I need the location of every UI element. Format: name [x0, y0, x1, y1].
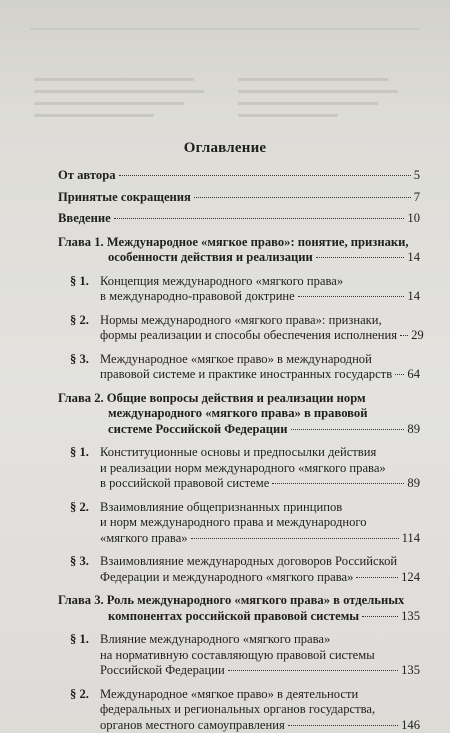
dot-leader [356, 577, 398, 578]
toc-chapter[interactable] [58, 391, 420, 438]
toc-entry-text: От автора [58, 168, 116, 184]
toc-entry-text: Российской Федерации [100, 663, 225, 679]
page-number: 29 [411, 328, 424, 344]
toc-section[interactable] [58, 274, 420, 305]
toc-entry-text: и норм международного права и международного [100, 515, 367, 531]
page-number: 146 [401, 718, 420, 733]
toc-entry-text: Глава 1. Международное «мягкое право»: понятие, признаки, [58, 235, 409, 251]
toc-entry-text: на нормативную составляющую правовой системы [100, 648, 375, 664]
page-number: 89 [407, 422, 420, 438]
toc-section[interactable] [58, 500, 420, 547]
page-number: 89 [407, 476, 420, 492]
toc-entry-text: Влияние международного «мягкого права» [100, 632, 330, 648]
toc-entry-text: Федерации и международного «мягкого права» [100, 570, 353, 586]
toc-entry-text: международного «мягкого права» в правовой [108, 406, 367, 422]
section-number: § 2. [70, 687, 100, 703]
toc-entry-text: Международное «мягкое право» в деятельности [100, 687, 358, 703]
toc-entry-text: федеральных и региональных органов государства, [100, 702, 375, 718]
toc-entry-text: правовой системе и практике иностранных государств [100, 367, 392, 383]
toc-section[interactable] [58, 313, 420, 344]
page-number: 114 [402, 531, 420, 547]
section-number: § 1. [70, 274, 100, 290]
toc-section[interactable] [58, 632, 420, 679]
toc-entry-text: в российской правовой системе [100, 476, 269, 492]
toc-title: Оглавление [0, 140, 450, 157]
toc-entry-text: Конституционные основы и предпосылки действия [100, 445, 376, 461]
toc-entry-text: Концепция международного «мягкого права» [100, 274, 343, 290]
section-number: § 1. [70, 632, 100, 648]
toc-entry-text: системе Российской Федерации [108, 422, 288, 438]
toc-entry-text: компонентах российской правовой системы [108, 609, 359, 625]
dot-leader [362, 616, 398, 617]
page-number: 135 [401, 609, 420, 625]
dot-leader [272, 483, 404, 484]
dot-leader [228, 670, 398, 671]
page-number: 14 [407, 289, 420, 305]
toc-section[interactable] [58, 352, 420, 383]
dot-leader [291, 429, 405, 430]
dot-leader [288, 725, 398, 726]
toc-entry-text: Взаимовлияние общепризнанных принципов [100, 500, 342, 516]
toc-entry-text: Глава 2. Общие вопросы действия и реализации норм [58, 391, 366, 407]
dot-leader [395, 374, 404, 375]
toc-section[interactable] [58, 687, 420, 733]
toc-entry-text: органов местного самоуправления [100, 718, 285, 733]
toc-chapter[interactable] [58, 235, 420, 266]
page-number: 14 [407, 250, 420, 266]
dot-leader [316, 257, 405, 258]
toc-entry[interactable] [58, 211, 420, 227]
toc-entry[interactable] [58, 190, 420, 206]
toc-entry-text: и реализации норм международного «мягкого права» [100, 461, 386, 477]
dot-leader [400, 335, 408, 336]
toc-entry-text: Взаимовлияние международных договоров Российской [100, 554, 397, 570]
dot-leader [191, 538, 399, 539]
toc-entry-text: Нормы международного «мягкого права»: признаки, [100, 313, 382, 329]
page-number: 64 [407, 367, 420, 383]
section-number: § 2. [70, 500, 100, 516]
section-number: § 2. [70, 313, 100, 329]
page-number: 5 [414, 168, 420, 184]
toc-entry-text: в международно-правовой доктрине [100, 289, 295, 305]
page-number: 124 [401, 570, 420, 586]
toc-entry-text: Глава 3. Роль международного «мягкого права» в отдельных [58, 593, 404, 609]
dot-leader [114, 218, 405, 219]
toc-entry-text: Принятые сокращения [58, 190, 191, 206]
toc-chapter[interactable] [58, 593, 420, 624]
toc-section[interactable] [58, 445, 420, 492]
toc-entry[interactable] [58, 168, 420, 184]
show-through-text [0, 0, 450, 140]
toc-entry-text: формы реализации и способы обеспечения исполнения [100, 328, 397, 344]
toc-entry-text: Введение [58, 211, 111, 227]
section-number: § 3. [70, 554, 100, 570]
section-number: § 3. [70, 352, 100, 368]
section-number: § 1. [70, 445, 100, 461]
toc-entry-text: «мягкого права» [100, 531, 188, 547]
dot-leader [298, 296, 405, 297]
page-number: 10 [407, 211, 420, 227]
dot-leader [194, 197, 411, 198]
dot-leader [119, 175, 411, 176]
table-of-contents [58, 168, 420, 733]
page-number: 7 [414, 190, 420, 206]
toc-section[interactable] [58, 554, 420, 585]
toc-entry-text: Международное «мягкое право» в международной [100, 352, 372, 368]
page-number: 135 [401, 663, 420, 679]
toc-entry-text: особенности действия и реализации [108, 250, 313, 266]
